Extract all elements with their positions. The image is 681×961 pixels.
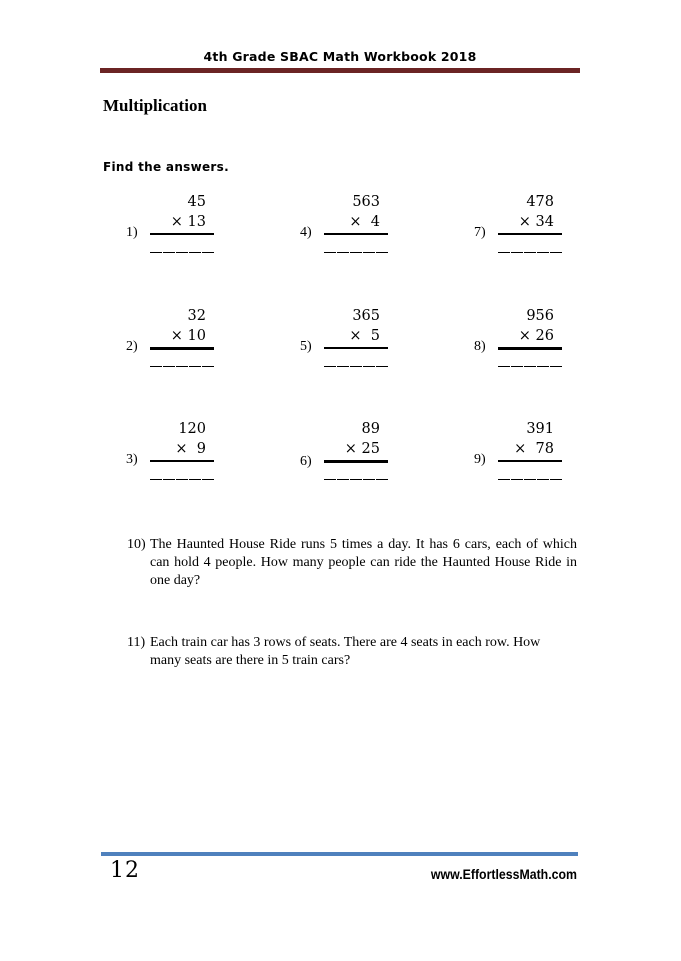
multiplicand: 956	[526, 308, 554, 324]
problem-number: 6)	[300, 454, 312, 469]
product-line	[324, 347, 388, 349]
answer-blank[interactable]	[150, 366, 214, 367]
instructions: Find the answers.	[103, 160, 229, 174]
multiplicand: 478	[526, 194, 554, 210]
problem-5	[300, 308, 400, 378]
multiplicand: 120	[178, 421, 206, 437]
multiplier: × 34	[518, 214, 554, 230]
multiplier: × 10	[170, 328, 206, 344]
product-line	[150, 347, 214, 350]
problem-2	[126, 308, 226, 378]
problem-number: 7)	[474, 225, 486, 240]
problem-3	[126, 421, 226, 491]
website-link[interactable]: www.EffortlessMath.com	[430, 866, 577, 882]
answer-blank[interactable]	[498, 252, 562, 253]
problem-8	[474, 308, 574, 378]
answer-blank[interactable]	[498, 479, 562, 480]
product-line	[150, 233, 214, 235]
answer-blank[interactable]	[324, 366, 388, 367]
problem-text: Each train car has 3 rows of seats. There are 4 seats in each row. How many seats are there in 5 train cars?	[150, 635, 541, 668]
multiplier: × 9	[175, 441, 206, 457]
product-line	[324, 460, 388, 463]
product-line	[150, 460, 214, 462]
problem-number: 4)	[300, 225, 312, 240]
problem-7	[474, 194, 574, 264]
problem-number: 10)	[127, 537, 146, 552]
problem-1	[126, 194, 226, 264]
problem-number: 5)	[300, 339, 312, 354]
word-problem-10	[127, 536, 577, 590]
problem-number: 11)	[127, 635, 146, 650]
problem-number: 8)	[474, 339, 486, 354]
problem-number: 9)	[474, 452, 486, 467]
product-line	[498, 347, 562, 350]
problem-number: 3)	[126, 452, 138, 467]
problem-4	[300, 194, 400, 264]
multiplier: × 4	[349, 214, 380, 230]
multiplicand: 365	[352, 308, 380, 324]
problem-6	[300, 421, 400, 491]
problem-number: 1)	[126, 225, 138, 240]
problem-number: 2)	[126, 339, 138, 354]
multiplier: × 13	[170, 214, 206, 230]
answer-blank[interactable]	[324, 479, 388, 480]
product-line	[498, 233, 562, 235]
multiplicand: 89	[361, 421, 380, 437]
answer-blank[interactable]	[498, 366, 562, 367]
multiplier: × 25	[344, 441, 380, 457]
multiplier: × 78	[514, 441, 554, 457]
header-rule	[100, 68, 580, 73]
multiplicand: 45	[187, 194, 206, 210]
multiplier: × 5	[349, 328, 380, 344]
answer-blank[interactable]	[324, 252, 388, 253]
problem-text: The Haunted House Ride runs 5 times a day. It has 6 cars, each of which can hold 4 people. How many people can ride the Haunted House Ride in one day?	[150, 537, 577, 588]
header-title: 4th Grade SBAC Math Workbook 2018	[203, 49, 477, 64]
product-line	[324, 233, 388, 235]
footer-rule	[101, 852, 578, 856]
multiplier: × 26	[518, 328, 554, 344]
multiplicand: 391	[526, 421, 554, 437]
word-problem-11	[127, 634, 577, 670]
page-number: 12	[110, 858, 140, 883]
section-title: Multiplication	[103, 96, 207, 115]
answer-blank[interactable]	[150, 252, 214, 253]
problem-9	[474, 421, 574, 491]
answer-blank[interactable]	[150, 479, 214, 480]
multiplicand: 32	[187, 308, 206, 324]
product-line	[498, 460, 562, 462]
multiplicand: 563	[352, 194, 380, 210]
